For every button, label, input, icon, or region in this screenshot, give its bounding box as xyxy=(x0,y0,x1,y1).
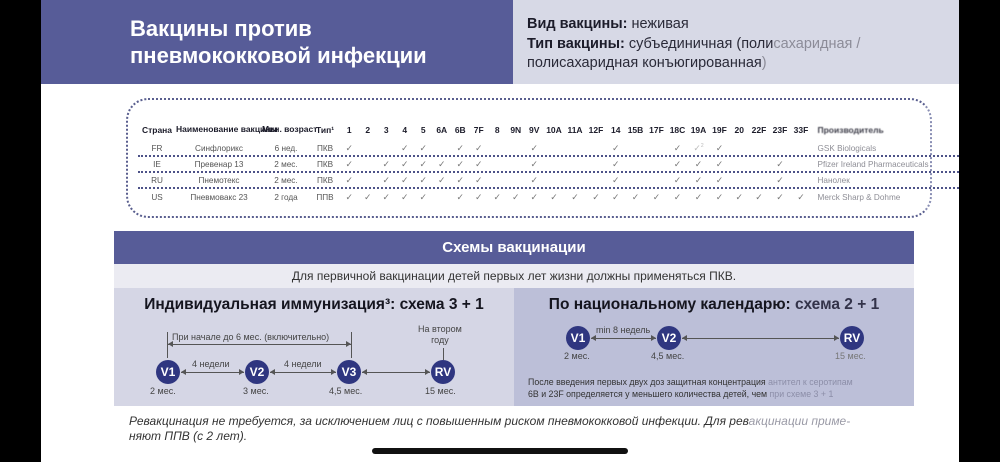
rv-note-line xyxy=(443,348,444,360)
cell-name: Превенар 13 xyxy=(194,160,244,169)
rv-note xyxy=(418,324,462,346)
check-icon: ✓ xyxy=(611,143,620,153)
col-serotype-11A: 11A xyxy=(567,125,583,135)
vaccine-info-panel xyxy=(513,0,959,84)
dose-v1: V1 xyxy=(156,360,180,384)
check-icon: ✓ xyxy=(530,159,539,169)
col-serotype-5: 5 xyxy=(420,125,426,135)
vaccine-kind xyxy=(527,15,689,34)
page-title xyxy=(130,15,427,69)
check-icon: ✓ xyxy=(673,143,682,153)
check-icon: ✓ xyxy=(419,159,428,169)
vaccine-type-value: субъединичная (поли xyxy=(628,36,774,52)
check-icon: ✓ xyxy=(363,192,372,202)
check-icon: ✓ xyxy=(530,192,539,202)
cell-country: FR xyxy=(151,144,163,153)
cell-name: Синфлорикс xyxy=(195,144,243,153)
interval-arrow-1 xyxy=(181,372,244,373)
col-serotype-9N: 9N xyxy=(510,125,522,135)
vaccine-table-box xyxy=(126,98,932,218)
col-min-age: Мин. возраст xyxy=(262,124,318,134)
check-icon: ✓ xyxy=(755,192,763,202)
national-scheme-panel xyxy=(514,288,914,406)
cell-country: US xyxy=(151,193,163,202)
check-icon: ✓ xyxy=(592,192,600,202)
col-serotype-8: 8 xyxy=(494,125,500,135)
vaccine-type-cont xyxy=(527,54,767,73)
check-icon: ✓ xyxy=(694,192,703,202)
page xyxy=(41,0,959,462)
check-icon: ✓ xyxy=(382,159,391,169)
cell-type: ППВ xyxy=(316,193,334,202)
title-line-1: Вакцины против xyxy=(130,16,312,41)
footer-text: Ревакцинация не требуется, за исключением лиц с повышенным риском пневмококковой инфекции. Для рев xyxy=(129,414,749,428)
interval-arrow-2 xyxy=(682,338,839,339)
vaccine-kind-label: Вид вакцины: xyxy=(527,16,628,32)
age-v3: 4,5 мес. xyxy=(329,386,363,396)
cell-name: Пнемотекс xyxy=(198,176,240,185)
age-rv: 15 мес. xyxy=(425,386,456,396)
col-type: Тип¹ xyxy=(315,125,335,135)
check-icon: ✓ xyxy=(437,159,446,169)
age-v1: 2 мес. xyxy=(150,386,176,396)
check-icon: ✓ xyxy=(715,143,724,153)
cell-country: IE xyxy=(153,160,161,169)
vaccine-type-value-faded: сахаридная / xyxy=(773,36,861,52)
check-icon: ✓ xyxy=(530,175,539,185)
interval-label-1: 4 недели xyxy=(192,359,230,369)
interval-label-2: 4 недели xyxy=(284,359,322,369)
cell-type: ПКВ xyxy=(316,176,334,185)
national-scheme-note xyxy=(528,376,908,400)
check-icon: ✓ xyxy=(511,192,520,202)
individual-scheme-panel xyxy=(114,288,514,406)
cell-min-age: 2 мес. xyxy=(274,176,298,185)
col-serotype-7F: 7F xyxy=(473,125,484,135)
check-icon: ✓ xyxy=(400,159,409,169)
check-icon: ✓ xyxy=(652,192,661,202)
dose-v1: V1 xyxy=(566,326,590,350)
check-icon: ✓ xyxy=(456,175,465,185)
national-scheme-title xyxy=(514,296,914,314)
check-icon: ✓ xyxy=(571,192,579,202)
check-icon: ✓ xyxy=(673,175,682,185)
check-icon: ✓ xyxy=(776,192,784,202)
footer-text-cont: няют ППВ (с 2 лет). xyxy=(129,429,248,443)
vaccine-type-value-end: ) xyxy=(761,55,767,71)
check-icon: ✓ xyxy=(474,143,483,153)
cell-min-age: 6 нед. xyxy=(274,144,298,153)
interval-arrow-2 xyxy=(270,372,336,373)
cell-type: ПКВ xyxy=(316,160,334,169)
national-title-text: По национальному календарю: xyxy=(548,296,796,313)
check-icon: ✓ xyxy=(382,192,391,202)
table-row xyxy=(138,158,959,173)
check-icon: ✓ xyxy=(345,192,354,202)
col-serotype-9V: 9V xyxy=(529,125,540,135)
age-v2: 3 мес. xyxy=(243,386,269,396)
check-icon: ✓ xyxy=(776,175,784,185)
interval-arrow-3 xyxy=(362,372,430,373)
check-icon: ✓ xyxy=(611,175,620,185)
check-icon: ✓ xyxy=(493,192,502,202)
schemes-title: Схемы вакцинации xyxy=(114,231,914,264)
dose-v2: V2 xyxy=(657,326,681,350)
check-icon: ✓ xyxy=(694,159,703,169)
schemes-note: Для первичной вакцинации детей первых лет жизни должны применяться ПКВ. xyxy=(114,264,914,288)
check-icon: ✓ xyxy=(550,192,558,202)
check-icon: ✓ xyxy=(715,175,724,185)
rv-note-line-1: На втором xyxy=(418,324,462,334)
cell-manufacturer: Merck Sharp & Dohme xyxy=(817,193,901,202)
dose-rv: RV xyxy=(431,360,455,384)
col-serotype-23F: 23F xyxy=(772,125,788,135)
cell-manufacturer: Нанолек xyxy=(817,176,850,185)
table-row xyxy=(138,142,959,157)
col-serotype-6B: 6B xyxy=(454,125,466,135)
check-icon: ✓ xyxy=(673,159,682,169)
check-icon: ✓ xyxy=(419,175,428,185)
note-part-3: 6B и 23F определяется у меньшего количества детей, чем xyxy=(528,389,770,399)
dose-v2: V2 xyxy=(245,360,269,384)
cell-min-age: 2 года xyxy=(274,193,298,202)
check-icon: ✓ xyxy=(797,192,805,202)
col-serotype-4: 4 xyxy=(402,125,408,135)
col-serotype-12F: 12F xyxy=(588,125,604,135)
check-icon: ✓ xyxy=(715,159,724,169)
interval-arrow-1 xyxy=(591,338,656,339)
check-icon: ✓ xyxy=(474,175,483,185)
footer-text-faded: акцинации приме- xyxy=(748,414,851,428)
bracket-right-line xyxy=(351,332,352,358)
col-serotype-18C: 18C xyxy=(669,125,686,135)
check-icon: ✓ xyxy=(611,192,620,202)
col-serotype-6A: 6A xyxy=(436,125,448,135)
national-title-scheme: схема 2 + 1 xyxy=(795,296,880,313)
age-rv: 15 мес. xyxy=(835,351,866,361)
header-banner xyxy=(41,0,513,84)
rv-note-line-2: году xyxy=(431,335,449,345)
check-icon: ✓ xyxy=(474,159,483,169)
col-serotype-3: 3 xyxy=(383,125,389,135)
check-icon: ✓ xyxy=(456,192,465,202)
note-part-4: при схеме 3 + 1 xyxy=(769,389,834,399)
serotype-headers xyxy=(340,125,812,135)
check-icon: ✓ xyxy=(419,143,428,153)
col-serotype-20: 20 xyxy=(734,125,744,135)
check-icon: ✓ xyxy=(345,143,354,153)
vaccine-type xyxy=(527,35,860,54)
check-icon: ✓ xyxy=(456,143,465,153)
vaccine-kind-value: неживая xyxy=(631,16,689,32)
dose-rv: RV xyxy=(840,326,864,350)
table-header-row xyxy=(138,109,959,137)
col-serotype-15B: 15B xyxy=(627,125,644,135)
check-icon: ✓ xyxy=(530,143,539,153)
check-icon: ✓ xyxy=(345,175,354,185)
col-serotype-17F: 17F xyxy=(649,125,664,135)
col-name: Наименование вакцины xyxy=(176,124,278,134)
check-icon: ✓ xyxy=(715,192,724,202)
check-icon: ✓ xyxy=(382,175,391,185)
note-part-1: После введения первых двух доз защитная концентрация xyxy=(528,377,769,387)
col-serotype-33F: 33F xyxy=(793,125,809,135)
table-row xyxy=(138,174,959,189)
col-serotype-22F: 22F xyxy=(751,125,767,135)
cell-manufacturer: GSK Biologicals xyxy=(817,144,877,153)
col-serotype-10A: 10A xyxy=(546,125,562,135)
check-icon: ✓ xyxy=(400,192,409,202)
cell-name: Пневмовакс 23 xyxy=(190,193,248,202)
check-icon: ✓ xyxy=(474,192,483,202)
check-icon: ✓ xyxy=(437,175,446,185)
bracket-label: При начале до 6 мес. (включительно) xyxy=(172,332,330,342)
cell-min-age: 2 мес. xyxy=(274,160,298,169)
col-serotype-1: 1 xyxy=(346,125,352,135)
dose-v3: V3 xyxy=(337,360,361,384)
interval-label: min 8 недель xyxy=(596,325,651,335)
cell-country: RU xyxy=(151,176,163,185)
age-v2: 4,5 мес. xyxy=(651,351,685,361)
check-icon: ✓ xyxy=(735,192,744,202)
col-serotype-19A: 19A xyxy=(690,125,707,135)
check-icon: ✓ xyxy=(419,192,428,202)
title-line-2: пневмококковой инфекции xyxy=(130,43,427,68)
home-indicator[interactable] xyxy=(372,448,628,454)
check-icon: ✓ xyxy=(694,175,703,185)
col-serotype-2: 2 xyxy=(365,125,371,135)
check-icon: ✓ xyxy=(345,159,354,169)
check-icon: ✓ xyxy=(400,143,409,153)
note-part-2: антител к серотипам xyxy=(768,377,853,387)
age-v1: 2 мес. xyxy=(564,351,590,361)
vaccine-type-label: Тип вакцины: xyxy=(527,36,625,52)
check-icon: ✓ xyxy=(776,159,784,169)
check-icon: ✓$^2$ xyxy=(693,143,704,153)
individual-scheme-title: Индивидуальная иммунизация³: схема 3 + 1 xyxy=(144,296,484,313)
cell-manufacturer: Pfizer Ireland Pharmaceuticals xyxy=(817,160,929,169)
check-icon: ✓ xyxy=(456,159,465,169)
check-icon: ✓ xyxy=(611,159,620,169)
col-serotype-14: 14 xyxy=(611,125,621,135)
check-icon: ✓ xyxy=(673,192,682,202)
check-icon: ✓ xyxy=(400,175,409,185)
vaccine-type-value-cont: полисахаридная конъюгированная xyxy=(527,55,762,71)
check-icon: ✓ xyxy=(631,192,640,202)
revaccination-note xyxy=(129,414,929,444)
col-serotype-19F: 19F xyxy=(712,125,727,135)
bracket-arrow xyxy=(168,344,351,345)
col-country: Страна xyxy=(141,125,173,135)
col-manufacturer: Производитель xyxy=(817,125,884,135)
table-row xyxy=(138,190,959,205)
cell-type: ПКВ xyxy=(316,144,334,153)
